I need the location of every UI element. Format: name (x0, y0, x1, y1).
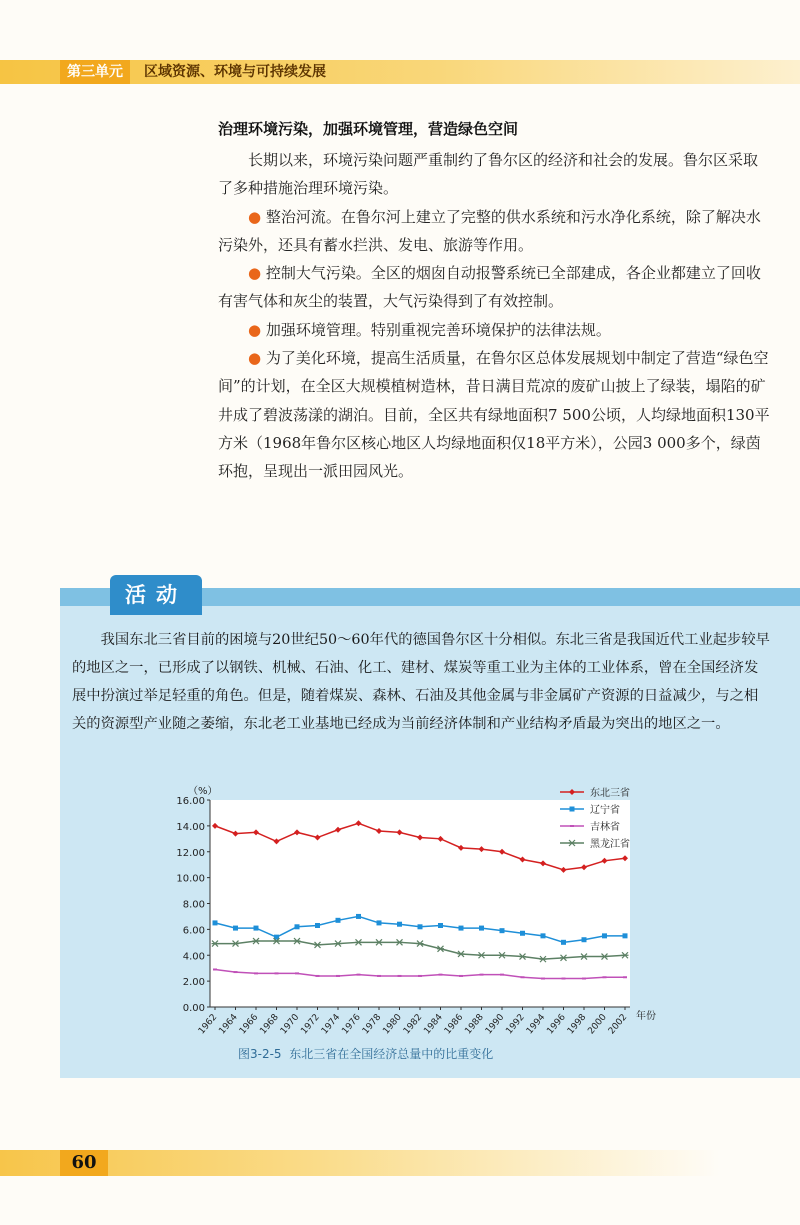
bullet-text: 全区的烟囱自动报警系统已全部建成，各企业都建立了回收有害气体和灰尘的装置，大气污染得到了有效控制。 (218, 264, 761, 311)
y-tick-label: 8.00 (182, 899, 205, 911)
data-point (418, 924, 423, 929)
x-tick-label: 1962 (196, 1012, 220, 1037)
x-tick-label: 1994 (524, 1012, 548, 1037)
data-point (602, 933, 607, 938)
bullet-text: 特别重视完善环境保护的法律法规。 (370, 320, 611, 339)
data-point (459, 926, 464, 931)
x-tick-label: 1982 (401, 1012, 425, 1037)
data-point (397, 922, 402, 927)
data-point (315, 923, 320, 928)
legend-label: 黑龙江省 (590, 839, 630, 850)
y-axis-label: （%） (188, 786, 218, 797)
data-point (213, 920, 218, 925)
data-point (438, 923, 443, 928)
x-tick-label: 1964 (217, 1012, 240, 1037)
x-tick-label: 1972 (299, 1012, 322, 1037)
data-point (479, 926, 484, 931)
x-tick-label: 2000 (586, 1012, 609, 1037)
y-tick-label: 4.00 (182, 951, 205, 963)
x-tick-label: 1986 (442, 1012, 466, 1037)
body-text (218, 146, 770, 486)
y-tick-label: 10.00 (176, 873, 205, 885)
x-tick-label: 1988 (463, 1012, 486, 1037)
x-tick-label: 1990 (483, 1012, 507, 1037)
y-tick-label: 0.00 (182, 1003, 205, 1014)
bullet-dot-icon: ● (248, 320, 262, 339)
x-tick-label: 1974 (319, 1012, 343, 1037)
legend-marker (570, 807, 575, 812)
data-point (541, 933, 546, 938)
data-point (623, 933, 628, 938)
bullet-text: 在鲁尔河上建立了完整的供水系统和污水净化系统，除了解决水污染外，还具有蓄水拦洪、发电、旅游等作用。 (218, 207, 761, 254)
bullet-title: 为了美化环境， (265, 349, 371, 368)
bullet-dot-icon: ● (248, 349, 262, 368)
legend-label: 东北三省 (590, 788, 630, 799)
bullet-paragraph (218, 344, 770, 485)
intro-paragraph: 长期以来，环境污染问题严重制约了鲁尔区的经济和社会的发展。鲁尔区采取了多种措施治理环境污染。 (218, 151, 759, 198)
bullet-paragraph (218, 316, 770, 344)
page-number: 60 (60, 1150, 108, 1176)
y-tick-label: 16.00 (176, 796, 205, 807)
y-tick-label: 14.00 (176, 821, 205, 833)
figure-caption-text: 东北三省在全国经济总量中的比重变化 (289, 1047, 494, 1061)
data-point (336, 918, 341, 923)
data-point (356, 914, 361, 919)
activity-text (72, 626, 772, 738)
data-point (500, 928, 505, 933)
x-axis-label: 年份 (636, 1011, 656, 1022)
x-tick-label: 1984 (422, 1012, 445, 1037)
bullet-paragraph (218, 259, 770, 316)
data-point (233, 926, 238, 931)
data-point (561, 940, 566, 945)
activity-paragraph: 我国东北三省目前的困境与20世纪50～60年代的德国鲁尔区十分相似。东北三省是我国近代工业起步较早的地区之一，已形成了以钢铁、机械、石油、化工、建材、煤炭等重工业为主体的工业体系，曾在全国经济发展中扮演过举足轻重的角色。但是，随着煤炭、森林、石油及其他金属与非金属矿产资源的日益减少，与之相关的资源型产业随之萎缩，东北老工业基地已经成为当前经济体制和产业结构矛盾最为突出的地区之一。 (72, 632, 770, 732)
activity-tab: 活动 (110, 575, 202, 615)
y-tick-label: 6.00 (182, 925, 205, 937)
x-tick-label: 1996 (545, 1012, 568, 1037)
data-point (520, 931, 525, 936)
bullet-dot-icon: ● (248, 207, 262, 226)
legend-marker (569, 789, 575, 795)
x-tick-label: 1976 (340, 1012, 363, 1037)
unit-title: 区域资源、环境与可持续发展 (144, 64, 326, 80)
line-chart (160, 780, 680, 1042)
footer-bar (0, 1150, 800, 1176)
figure-number: 图3-2-5 (238, 1047, 282, 1061)
x-tick-label: 2002 (606, 1012, 630, 1037)
x-tick-label: 1998 (565, 1012, 589, 1037)
bullet-paragraph (218, 203, 770, 260)
data-point (377, 920, 382, 925)
figure-caption (238, 1045, 493, 1063)
legend-label: 辽宁省 (590, 805, 620, 816)
bullet-text: 提高生活质量，在鲁尔区总体发展规划中制定了营造“绿色空间”的计划，在全区大规模植树造林，昔日满目荒凉的废矿山披上了绿装，塌陷的矿井成了碧波荡漾的湖泊。目前，全区共有绿地面积7 500公顷，人均绿地面积130平方米（1968年鲁尔区核心地区人均绿地面积仅18平方米），公园3 000多个，绿茵环抱，呈现出一派田园风光。 (218, 349, 770, 481)
x-tick-label: 1968 (258, 1012, 281, 1037)
data-point (295, 924, 300, 929)
unit-label: 第三单元 (60, 60, 130, 84)
y-tick-label: 2.00 (182, 977, 205, 989)
bullet-dot-icon: ● (248, 264, 262, 283)
x-tick-label: 1970 (278, 1012, 302, 1037)
data-point (582, 937, 587, 942)
x-tick-label: 1978 (360, 1012, 384, 1037)
bullet-title: 控制大气污染。 (265, 264, 371, 283)
section-heading: 治理环境污染，加强环境管理，营造绿色空间 (218, 120, 519, 138)
bullet-title: 整治河流。 (265, 207, 341, 226)
bullet-title: 加强环境管理。 (265, 320, 371, 339)
legend-label: 吉林省 (590, 822, 620, 833)
x-tick-label: 1980 (381, 1012, 404, 1037)
data-point (254, 926, 259, 931)
x-tick-label: 1966 (237, 1012, 261, 1037)
x-tick-label: 1992 (504, 1012, 527, 1037)
y-tick-label: 12.00 (176, 847, 205, 859)
